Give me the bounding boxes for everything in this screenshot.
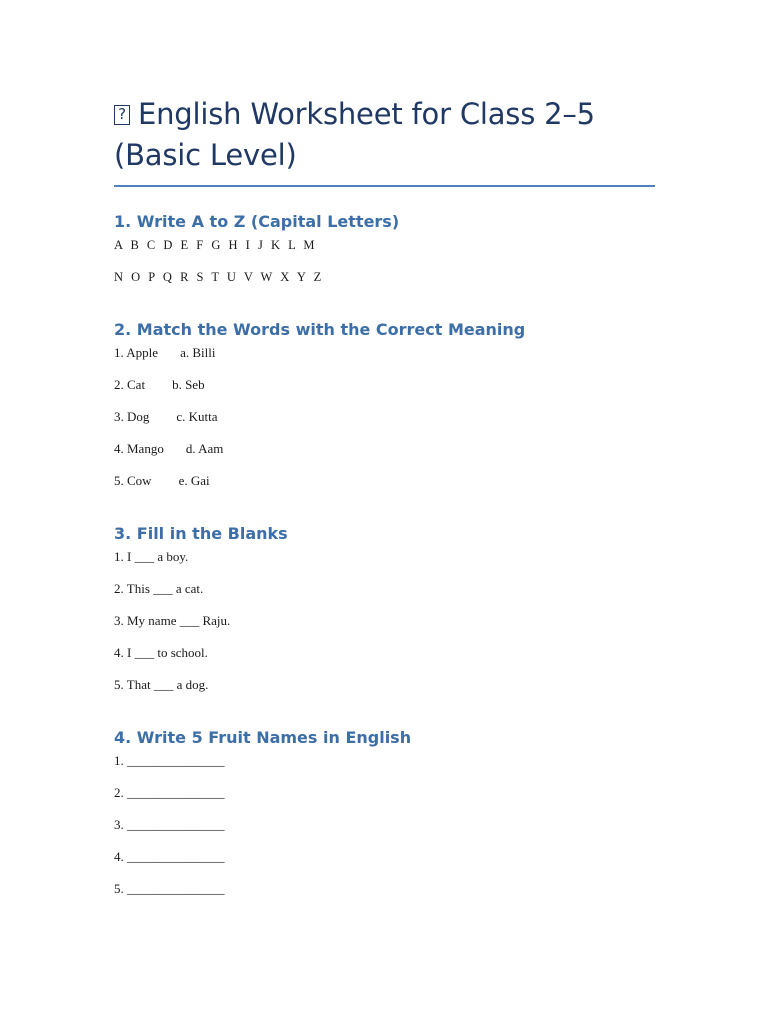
- section-alphabet: [114, 212, 399, 301]
- section-heading: 2. Match the Words with the Correct Meaning: [114, 320, 526, 339]
- match-meaning: d. Aam: [185, 441, 224, 456]
- fill-blank-item: 2. This ___ a cat.: [114, 581, 204, 596]
- match-meaning: e. Gai: [178, 473, 210, 488]
- fruit-answer-line: 5. _______________: [114, 881, 225, 896]
- match-row: [114, 345, 525, 377]
- match-row: [114, 409, 525, 441]
- fill-blank-item: 5. That ___ a dog.: [114, 677, 209, 692]
- unknown-glyph-icon: [114, 105, 130, 125]
- fill-blank-item: 1. I ___ a boy.: [114, 549, 189, 564]
- section-heading: 3. Fill in the Blanks: [114, 524, 288, 543]
- match-word: 3. Dog: [114, 409, 150, 424]
- page-title-text: English Worksheet for Class 2–5 (Basic Level): [114, 97, 595, 172]
- section-heading: 4. Write 5 Fruit Names in English: [114, 728, 412, 747]
- fruit-answer-line: 3. _______________: [114, 817, 225, 832]
- match-row: [114, 441, 525, 473]
- section-match: [114, 320, 525, 505]
- fruit-answer-line: 1. _______________: [114, 753, 225, 768]
- alphabet-row: A B C D E F G H I J K L M: [114, 238, 315, 252]
- section-heading: 1. Write A to Z (Capital Letters): [114, 212, 400, 231]
- match-word: 2. Cat: [114, 377, 146, 392]
- match-meaning: c. Kutta: [176, 409, 218, 424]
- fruit-answer-line: 4. _______________: [114, 849, 225, 864]
- fruit-answer-line: 2. _______________: [114, 785, 225, 800]
- match-row: [114, 473, 525, 505]
- fill-blank-item: 3. My name ___ Raju.: [114, 613, 231, 628]
- title-divider: [114, 185, 655, 187]
- page-title: [114, 94, 655, 176]
- section-fruit-names: [114, 728, 411, 913]
- match-meaning: b. Seb: [172, 377, 205, 392]
- match-word: 5. Cow: [114, 473, 152, 488]
- match-row: [114, 377, 525, 409]
- worksheet-page: [114, 94, 655, 896]
- section-fill-blanks: [114, 524, 288, 709]
- match-meaning: a. Billi: [180, 345, 216, 360]
- alphabet-row: N O P Q R S T U V W X Y Z: [114, 270, 322, 284]
- match-word: 4. Mango: [114, 441, 164, 456]
- fill-blank-item: 4. I ___ to school.: [114, 645, 208, 660]
- match-word: 1. Apple: [114, 345, 159, 360]
